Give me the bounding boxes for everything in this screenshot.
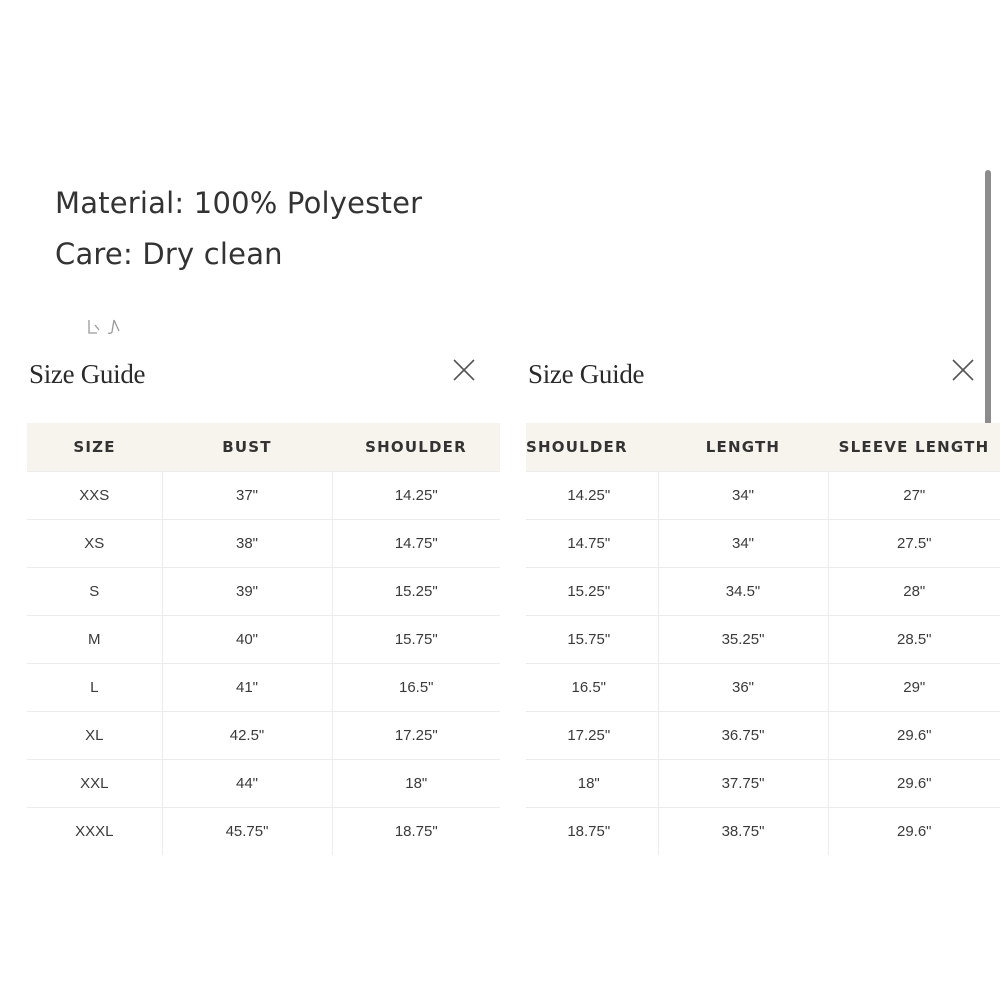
table-row [27,808,500,856]
table-cell: 14.25" [332,472,500,520]
size-guide-panel-left [27,345,501,855]
table-cell: 41" [162,664,332,712]
size-table-right [526,423,1000,855]
table-cell: 29.6" [828,760,1000,808]
table-cell: 28" [828,568,1000,616]
table-cell: 29.6" [828,808,1000,856]
table-cell: 18.75" [526,808,658,856]
table-cell: 38" [162,520,332,568]
table-row [526,808,1000,856]
table-cell: 15.25" [526,568,658,616]
table-cell: 44" [162,760,332,808]
table-cell: 29" [828,664,1000,712]
table-row [526,664,1000,712]
column-header-shoulder: SHOULDER [332,423,500,472]
table-cell: 15.75" [332,616,500,664]
size-guide-title: Size Guide [29,359,146,389]
table-row [27,616,500,664]
table-cell: 27" [828,472,1000,520]
table-cell: 34" [658,520,828,568]
table-cell: XL [27,712,162,760]
table-row [526,616,1000,664]
table-cell: 45.75" [162,808,332,856]
table-cell: 37" [162,472,332,520]
table-cell: XS [27,520,162,568]
table-cell: 29.6" [828,712,1000,760]
table-cell: XXS [27,472,162,520]
table-cell: 36.75" [658,712,828,760]
table-row [526,520,1000,568]
table-row [27,520,500,568]
table-cell: 34.5" [658,568,828,616]
table-cell: 14.25" [526,472,658,520]
close-icon[interactable] [451,357,477,383]
table-row [27,472,500,520]
table-row [526,568,1000,616]
table-cell: XXXL [27,808,162,856]
material-text: Material: 100% Polyester [55,186,423,220]
table-cell: S [27,568,162,616]
table-cell: 40" [162,616,332,664]
table-cell: 14.75" [332,520,500,568]
table-cell: 18.75" [332,808,500,856]
table-row [526,712,1000,760]
table-cell: 16.5" [526,664,658,712]
table-cell: 38.75" [658,808,828,856]
column-header-size: SIZE [27,423,162,472]
table-cell: 16.5" [332,664,500,712]
table-cell: 15.25" [332,568,500,616]
table-row [526,760,1000,808]
care-text: Care: Dry clean [55,237,283,271]
table-cell: 27.5" [828,520,1000,568]
column-header-bust: BUST [162,423,332,472]
table-header-row [27,423,500,472]
column-header-shoulder: SHOULDER [526,423,658,472]
table-row [27,568,500,616]
table-row [27,760,500,808]
product-details [55,178,422,280]
table-header-row [526,423,1000,472]
table-cell: XXL [27,760,162,808]
table-cell: L [27,664,162,712]
table-cell: 15.75" [526,616,658,664]
table-cell: 39" [162,568,332,616]
table-cell: 18" [526,760,658,808]
table-cell: 35.25" [658,616,828,664]
size-table-left [27,423,500,855]
table-cell: 34" [658,472,828,520]
table-row [526,472,1000,520]
table-cell: 17.25" [332,712,500,760]
table-row [27,664,500,712]
table-cell: 36" [658,664,828,712]
table-cell: 18" [332,760,500,808]
table-cell: 28.5" [828,616,1000,664]
table-cell: 14.75" [526,520,658,568]
table-cell: 37.75" [658,760,828,808]
size-guide-panel-right [526,345,1000,855]
table-row [27,712,500,760]
table-cell: M [27,616,162,664]
table-cell: 17.25" [526,712,658,760]
column-header-length: LENGTH [658,423,828,472]
close-icon[interactable] [950,357,976,383]
size-guide-title: Size Guide [528,359,645,389]
table-cell: 42.5" [162,712,332,760]
cursor-artifact-icon [86,316,126,338]
column-header-sleeve-length: SLEEVE LENGTH [828,423,1000,472]
